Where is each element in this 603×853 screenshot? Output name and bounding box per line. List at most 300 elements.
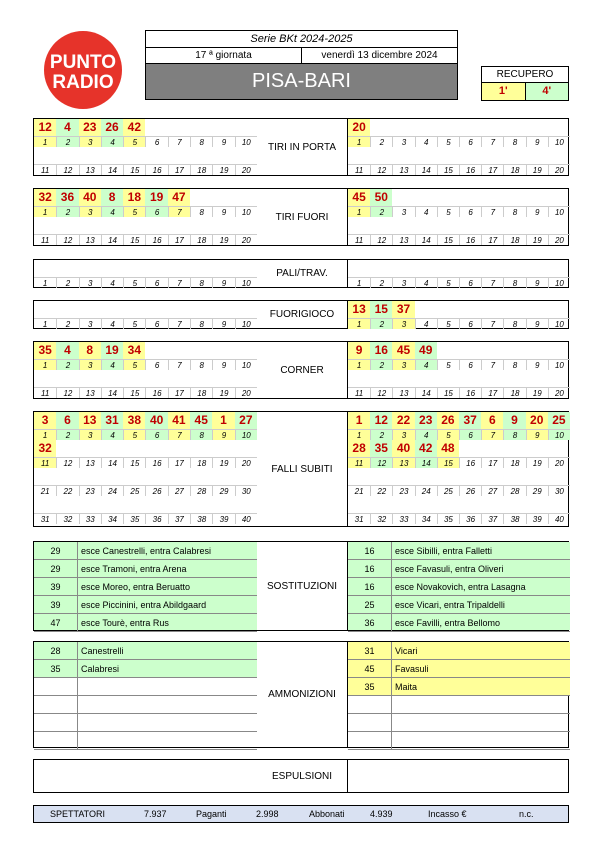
stat-value-cell xyxy=(190,217,212,234)
stat-value-cell xyxy=(34,147,56,164)
grid-number: 20 xyxy=(235,164,257,175)
grid-number: 10 xyxy=(235,359,257,370)
stat-value-cell xyxy=(392,468,414,485)
stat-label: FALLI SUBITI xyxy=(271,463,333,475)
grid-number: 6 xyxy=(459,206,481,217)
grid-number: 9 xyxy=(526,318,548,329)
grid-number: 7 xyxy=(168,429,190,440)
grid-number: 5 xyxy=(437,318,459,329)
stat-value-cell xyxy=(190,147,212,164)
grid-number: 14 xyxy=(101,457,123,468)
stat-value-cell xyxy=(526,301,548,318)
stat-value-cell xyxy=(235,496,257,513)
grid-number: 16 xyxy=(459,164,481,175)
grid-number: 5 xyxy=(123,318,145,329)
grid-number: 9 xyxy=(212,277,234,288)
grid-number: 37 xyxy=(168,513,190,524)
stat-value-cell xyxy=(370,217,392,234)
stat-value-cell: 6 xyxy=(56,412,78,429)
grid-number: 2 xyxy=(56,136,78,147)
stat-value-cell xyxy=(503,440,525,457)
stat-value-cell xyxy=(34,496,56,513)
stat-value-cell xyxy=(526,217,548,234)
grid-number: 19 xyxy=(212,234,234,245)
stat-value-cell xyxy=(190,342,212,359)
stat-label: TIRI FUORI xyxy=(275,211,329,223)
stat-value-cell xyxy=(79,370,101,387)
grid-number: 3 xyxy=(392,359,414,370)
stat-value-cell xyxy=(503,301,525,318)
stat-value-cell xyxy=(348,496,370,513)
stat-value-cell xyxy=(392,189,414,206)
recupero-box xyxy=(481,66,569,101)
stat-value-cell xyxy=(79,440,101,457)
stat-value-cell: 31 xyxy=(101,412,123,429)
grid-number: 11 xyxy=(34,457,56,468)
grid-number: 11 xyxy=(34,234,56,245)
grid-number: 10 xyxy=(548,359,570,370)
stat-value-cell xyxy=(370,147,392,164)
grid-number: 1 xyxy=(34,206,56,217)
grid-number: 2 xyxy=(56,277,78,288)
abbonati-label: Abbonati xyxy=(309,809,345,819)
svg-text:RADIO: RADIO xyxy=(52,72,114,93)
grid-number: 25 xyxy=(123,485,145,496)
grid-number: 2 xyxy=(370,318,392,329)
grid-number: 17 xyxy=(168,387,190,398)
grid-number: 16 xyxy=(145,234,167,245)
booking-minute: 35 xyxy=(348,678,392,695)
round-label: 17 ª giornata xyxy=(146,48,302,63)
stat-value-cell xyxy=(437,496,459,513)
stat-value-cell xyxy=(415,189,437,206)
stat-value-cell xyxy=(437,301,459,318)
stat-value-cell xyxy=(481,189,503,206)
grid-number: 28 xyxy=(503,485,525,496)
stat-value-cell xyxy=(101,301,123,318)
grid-number: 11 xyxy=(348,234,370,245)
sub-minute: 36 xyxy=(348,614,392,631)
stat-value-cell xyxy=(503,189,525,206)
grid-number: 8 xyxy=(503,359,525,370)
stat-value-cell xyxy=(190,370,212,387)
grid-number: 36 xyxy=(459,513,481,524)
stat-value-cell xyxy=(168,370,190,387)
grid-number: 30 xyxy=(548,485,570,496)
stat-value-cell xyxy=(348,468,370,485)
stat-value-cell xyxy=(123,147,145,164)
grid-number: 1 xyxy=(348,318,370,329)
stat-label: TIRI IN PORTA xyxy=(268,141,336,153)
ammonizioni-label: AMMONIZIONI xyxy=(268,689,336,700)
grid-number: 9 xyxy=(526,136,548,147)
grid-number: 37 xyxy=(481,513,503,524)
stat-value-cell xyxy=(481,119,503,136)
grid-number: 7 xyxy=(481,359,503,370)
grid-number: 6 xyxy=(145,359,167,370)
grid-number: 6 xyxy=(459,429,481,440)
grid-number: 4 xyxy=(101,429,123,440)
substitution-row xyxy=(348,560,570,578)
stat-value-cell: 9 xyxy=(503,412,525,429)
booking-row xyxy=(34,714,257,732)
grid-number: 19 xyxy=(526,234,548,245)
stat-value-cell: 40 xyxy=(145,412,167,429)
grid-number: 20 xyxy=(235,457,257,468)
stat-value-cell xyxy=(392,119,414,136)
grid-number: 38 xyxy=(190,513,212,524)
grid-number: 20 xyxy=(235,234,257,245)
grid-number: 4 xyxy=(101,277,123,288)
stat-value-cell xyxy=(168,260,190,277)
stat-value-cell xyxy=(79,496,101,513)
stat-value-cell: 45 xyxy=(190,412,212,429)
stat-value-cell xyxy=(459,260,481,277)
stat-value-cell: 19 xyxy=(101,342,123,359)
stat-value-cell xyxy=(526,119,548,136)
grid-number: 13 xyxy=(392,387,414,398)
stat-value-cell xyxy=(145,342,167,359)
stat-value-cell xyxy=(392,147,414,164)
grid-number: 14 xyxy=(101,387,123,398)
grid-number: 14 xyxy=(415,234,437,245)
stat-value-cell xyxy=(123,496,145,513)
stat-value-cell xyxy=(481,342,503,359)
grid-number: 8 xyxy=(190,206,212,217)
grid-number: 39 xyxy=(212,513,234,524)
stat-value-cell: 32 xyxy=(34,189,56,206)
stat-section-corner xyxy=(33,341,569,399)
sub-desc: esce Vicari, entra Tripaldelli xyxy=(395,600,505,610)
stat-value-cell xyxy=(415,301,437,318)
stat-value-cell: 15 xyxy=(370,301,392,318)
grid-number: 17 xyxy=(481,387,503,398)
grid-number: 4 xyxy=(415,429,437,440)
grid-number: 7 xyxy=(168,136,190,147)
grid-number: 21 xyxy=(348,485,370,496)
stat-value-cell xyxy=(548,260,570,277)
grid-number: 11 xyxy=(34,387,56,398)
sub-minute: 39 xyxy=(34,596,78,613)
stat-value-cell xyxy=(548,217,570,234)
stat-value-cell: 42 xyxy=(123,119,145,136)
stat-value-cell xyxy=(79,260,101,277)
stat-value-cell xyxy=(503,370,525,387)
grid-number: 15 xyxy=(437,387,459,398)
stat-value-cell: 35 xyxy=(370,440,392,457)
sub-desc: esce Piccinini, entra Abildgaard xyxy=(81,600,207,610)
stat-value-cell xyxy=(56,496,78,513)
stat-value-cell xyxy=(123,301,145,318)
grid-number: 20 xyxy=(548,457,570,468)
grid-number: 12 xyxy=(56,387,78,398)
paganti-label: Paganti xyxy=(196,809,227,819)
sub-desc: esce Canestrelli, entra Calabresi xyxy=(81,546,212,556)
stat-value-cell xyxy=(481,440,503,457)
stat-value-cell xyxy=(437,468,459,485)
booking-minute: 45 xyxy=(348,660,392,677)
stat-value-cell xyxy=(459,217,481,234)
grid-number: 16 xyxy=(145,457,167,468)
grid-number: 27 xyxy=(168,485,190,496)
stat-value-cell xyxy=(459,496,481,513)
sub-minute: 29 xyxy=(34,560,78,577)
grid-number: 9 xyxy=(526,429,548,440)
stat-value-cell xyxy=(235,119,257,136)
stat-value-cell xyxy=(212,147,234,164)
stat-value-cell xyxy=(235,260,257,277)
grid-number: 1 xyxy=(348,277,370,288)
stat-value-cell: 20 xyxy=(526,412,548,429)
substitution-row xyxy=(348,542,570,560)
grid-number: 31 xyxy=(348,513,370,524)
stat-value-cell xyxy=(235,301,257,318)
grid-number: 8 xyxy=(190,429,212,440)
stat-value-cell xyxy=(235,147,257,164)
stat-value-cell xyxy=(548,189,570,206)
grid-number: 33 xyxy=(79,513,101,524)
grid-number: 12 xyxy=(56,234,78,245)
grid-number: 5 xyxy=(437,429,459,440)
grid-number: 2 xyxy=(56,429,78,440)
grid-number: 18 xyxy=(503,234,525,245)
grid-number: 3 xyxy=(392,318,414,329)
stat-value-cell xyxy=(481,217,503,234)
stat-value-cell xyxy=(123,260,145,277)
stat-value-cell xyxy=(415,217,437,234)
stat-value-cell: 37 xyxy=(459,412,481,429)
stat-value-cell: 1 xyxy=(212,412,234,429)
grid-number: 15 xyxy=(437,234,459,245)
stat-value-cell xyxy=(101,468,123,485)
grid-number: 5 xyxy=(123,277,145,288)
stat-value-cell xyxy=(101,147,123,164)
grid-number: 20 xyxy=(548,164,570,175)
grid-number: 18 xyxy=(503,164,525,175)
stat-value-cell: 27 xyxy=(235,412,257,429)
stat-value-cell: 9 xyxy=(348,342,370,359)
grid-number: 6 xyxy=(145,429,167,440)
match-title: PISA-BARI xyxy=(146,64,457,99)
stat-value-cell xyxy=(459,370,481,387)
grid-number: 7 xyxy=(481,206,503,217)
abbonati-value: 4.939 xyxy=(370,809,393,819)
grid-number: 10 xyxy=(548,318,570,329)
stat-value-cell xyxy=(34,370,56,387)
grid-number: 3 xyxy=(79,277,101,288)
stat-value-cell xyxy=(437,119,459,136)
grid-number: 4 xyxy=(415,359,437,370)
stat-value-cell xyxy=(56,217,78,234)
grid-number: 19 xyxy=(526,457,548,468)
grid-number: 3 xyxy=(392,429,414,440)
stat-value-cell xyxy=(348,217,370,234)
stat-value-cell xyxy=(145,440,167,457)
stat-value-cell xyxy=(548,496,570,513)
stat-value-cell xyxy=(548,468,570,485)
grid-number: 23 xyxy=(79,485,101,496)
grid-number: 8 xyxy=(190,277,212,288)
grid-number: 16 xyxy=(145,164,167,175)
grid-number: 6 xyxy=(459,359,481,370)
grid-number: 14 xyxy=(415,457,437,468)
stat-value-cell: 26 xyxy=(101,119,123,136)
grid-number: 14 xyxy=(101,234,123,245)
stat-value-cell xyxy=(548,342,570,359)
grid-number: 19 xyxy=(212,164,234,175)
stat-value-cell xyxy=(56,301,78,318)
stat-value-cell: 25 xyxy=(548,412,570,429)
stat-value-cell xyxy=(212,468,234,485)
stat-value-cell xyxy=(548,301,570,318)
stat-value-cell xyxy=(481,370,503,387)
stat-value-cell xyxy=(548,119,570,136)
grid-number: 7 xyxy=(481,318,503,329)
sub-minute: 47 xyxy=(34,614,78,631)
grid-number: 3 xyxy=(392,206,414,217)
stat-value-cell: 8 xyxy=(101,189,123,206)
grid-number: 9 xyxy=(212,206,234,217)
grid-number: 5 xyxy=(437,277,459,288)
booking-minute: 35 xyxy=(34,660,78,677)
grid-number: 6 xyxy=(459,136,481,147)
sub-minute: 16 xyxy=(348,542,392,559)
grid-number: 6 xyxy=(145,136,167,147)
grid-number: 2 xyxy=(56,318,78,329)
grid-number: 1 xyxy=(34,429,56,440)
grid-number: 15 xyxy=(123,234,145,245)
recupero-first-half: 1' xyxy=(482,83,526,100)
stat-value-cell xyxy=(459,147,481,164)
grid-number: 3 xyxy=(79,429,101,440)
stat-value-cell xyxy=(392,260,414,277)
stat-value-cell xyxy=(168,301,190,318)
grid-number: 2 xyxy=(370,359,392,370)
stat-value-cell xyxy=(190,301,212,318)
grid-number: 13 xyxy=(79,387,101,398)
stat-value-cell xyxy=(145,370,167,387)
stat-value-cell xyxy=(392,496,414,513)
stat-value-cell: 16 xyxy=(370,342,392,359)
stat-value-cell: 13 xyxy=(79,412,101,429)
sub-desc: esce Novakovich, entra Lasagna xyxy=(395,582,526,592)
grid-number: 15 xyxy=(123,164,145,175)
stat-value-cell xyxy=(212,217,234,234)
grid-number: 13 xyxy=(392,234,414,245)
booking-player: Favasuli xyxy=(395,664,429,674)
stat-value-cell xyxy=(526,440,548,457)
substitution-row xyxy=(34,578,257,596)
grid-number: 22 xyxy=(370,485,392,496)
grid-number: 8 xyxy=(190,136,212,147)
stat-value-cell xyxy=(168,496,190,513)
grid-number: 7 xyxy=(481,429,503,440)
grid-number: 5 xyxy=(123,359,145,370)
sostituzioni-section xyxy=(33,541,569,631)
stat-value-cell xyxy=(370,119,392,136)
grid-number: 10 xyxy=(235,277,257,288)
grid-number: 8 xyxy=(503,136,525,147)
grid-number: 2 xyxy=(370,136,392,147)
stat-value-cell xyxy=(370,260,392,277)
stat-value-cell xyxy=(526,496,548,513)
stat-value-cell: 4 xyxy=(56,119,78,136)
grid-number: 1 xyxy=(348,136,370,147)
grid-number: 8 xyxy=(503,277,525,288)
stat-value-cell xyxy=(79,147,101,164)
grid-number: 29 xyxy=(526,485,548,496)
stat-value-cell xyxy=(190,260,212,277)
grid-number: 12 xyxy=(370,164,392,175)
booking-player: Calabresi xyxy=(81,664,120,674)
stat-value-cell xyxy=(168,119,190,136)
grid-number: 9 xyxy=(212,136,234,147)
stat-value-cell xyxy=(235,370,257,387)
grid-number: 13 xyxy=(392,164,414,175)
stat-value-cell xyxy=(190,440,212,457)
stat-value-cell xyxy=(212,496,234,513)
stat-value-cell xyxy=(503,260,525,277)
stat-value-cell xyxy=(415,496,437,513)
stat-value-cell xyxy=(548,147,570,164)
grid-number: 1 xyxy=(34,318,56,329)
grid-number: 16 xyxy=(459,387,481,398)
stat-value-cell xyxy=(190,189,212,206)
stat-value-cell xyxy=(526,370,548,387)
stat-value-cell: 1 xyxy=(348,412,370,429)
stat-value-cell: 3 xyxy=(34,412,56,429)
stat-value-cell xyxy=(392,217,414,234)
booking-row xyxy=(348,714,570,732)
booking-player: Maita xyxy=(395,682,418,692)
booking-player: Canestrelli xyxy=(81,646,124,656)
grid-number: 6 xyxy=(145,318,167,329)
booking-minute: 31 xyxy=(348,642,392,659)
grid-number: 1 xyxy=(34,359,56,370)
stat-value-cell xyxy=(370,370,392,387)
grid-number: 7 xyxy=(168,359,190,370)
sub-minute: 29 xyxy=(34,542,78,559)
grid-number: 17 xyxy=(168,234,190,245)
booking-row xyxy=(34,732,257,750)
grid-number: 40 xyxy=(548,513,570,524)
stat-value-cell xyxy=(235,440,257,457)
stat-value-cell xyxy=(348,370,370,387)
sub-minute: 16 xyxy=(348,560,392,577)
sub-desc: esce Moreo, entra Beruatto xyxy=(81,582,191,592)
stat-value-cell: 35 xyxy=(34,342,56,359)
stat-value-cell xyxy=(481,147,503,164)
stat-value-cell xyxy=(56,370,78,387)
grid-number: 4 xyxy=(415,318,437,329)
stat-value-cell xyxy=(348,147,370,164)
svg-text:PUNTO: PUNTO xyxy=(49,52,117,73)
stat-value-cell: 42 xyxy=(415,440,437,457)
booking-row xyxy=(34,642,257,660)
grid-number: 32 xyxy=(370,513,392,524)
stat-value-cell xyxy=(415,119,437,136)
stat-value-cell xyxy=(459,440,481,457)
stat-label: CORNER xyxy=(280,364,324,376)
grid-number: 18 xyxy=(190,387,212,398)
stat-value-cell xyxy=(503,496,525,513)
sub-minute: 25 xyxy=(348,596,392,613)
stat-value-cell xyxy=(415,468,437,485)
grid-number: 20 xyxy=(548,387,570,398)
grid-number: 14 xyxy=(415,387,437,398)
espulsioni-section xyxy=(33,759,569,793)
grid-number: 9 xyxy=(526,359,548,370)
